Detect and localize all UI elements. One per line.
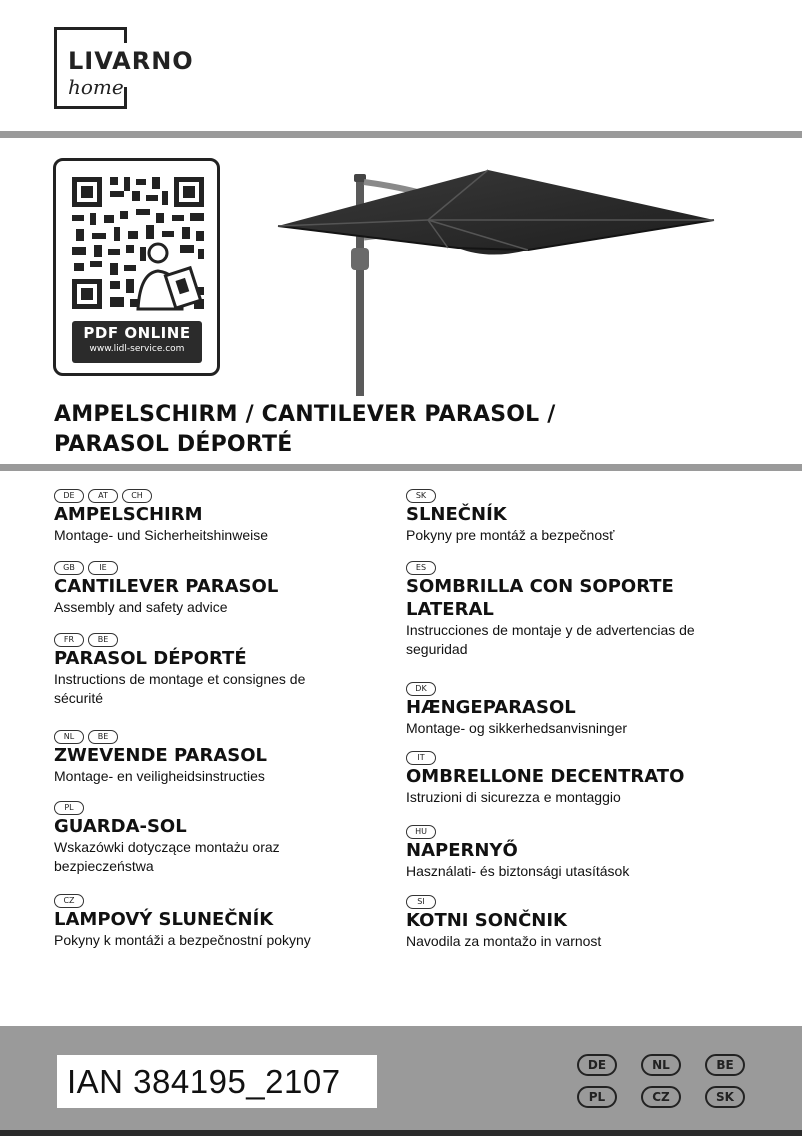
country-badge: BE	[88, 730, 118, 744]
country-badge: DK	[406, 682, 436, 696]
language-title: KOTNI SONČNIK	[406, 910, 567, 931]
footer-country-badge: DE	[577, 1054, 617, 1076]
country-badge: FR	[54, 633, 84, 647]
language-title: PARASOL DÉPORTÉ	[54, 648, 247, 669]
language-badges	[54, 632, 414, 647]
country-badge: CZ	[54, 894, 84, 908]
language-title: NAPERNYŐ	[406, 840, 518, 861]
language-section	[406, 824, 776, 881]
country-badge: SK	[406, 489, 436, 503]
language-section	[406, 488, 776, 545]
language-subtitle: Pokyny k montáži a bezpečnostní pokyny	[54, 932, 311, 948]
country-badge: CH	[122, 489, 152, 503]
language-badges	[406, 750, 776, 765]
language-title: ZWEVENDE PARASOL	[54, 745, 267, 766]
footer-country-badge: BE	[705, 1054, 745, 1076]
language-title: LAMPOVÝ SLUNEČNÍK	[54, 909, 274, 930]
page-title	[54, 400, 754, 460]
language-title: HÆNGEPARASOL	[406, 697, 576, 718]
language-section	[54, 729, 414, 786]
country-badge: IT	[406, 751, 436, 765]
language-title: LATERAL	[406, 599, 494, 620]
language-subtitle: Istruzioni di sicurezza e montaggio	[406, 789, 621, 805]
country-badge: SI	[406, 895, 436, 909]
language-title: AMPELSCHIRM	[54, 504, 203, 525]
language-badges	[406, 681, 776, 696]
country-badge: DE	[54, 489, 84, 503]
language-subtitle: bezpieczeństwa	[54, 858, 154, 874]
language-badges	[54, 800, 414, 815]
language-section	[406, 560, 776, 659]
language-subtitle: Instrucciones de montaje y de advertencias de	[406, 622, 695, 638]
language-subtitle: sécurité	[54, 690, 104, 706]
country-badge: BE	[88, 633, 118, 647]
country-badge: AT	[88, 489, 118, 503]
country-badge: NL	[54, 730, 84, 744]
cantilever-parasol-image	[268, 168, 718, 396]
language-subtitle: Montage- og sikkerhedsanvisninger	[406, 720, 628, 736]
language-badges	[54, 488, 414, 503]
language-title: SLNEČNÍK	[406, 504, 507, 525]
language-subtitle: Használati- és biztonsági utasítások	[406, 863, 630, 879]
pdf-online-title: PDF ONLINE	[83, 324, 191, 342]
language-subtitle: Montage- und Sicherheitshinweise	[54, 527, 269, 543]
language-badges	[54, 729, 414, 744]
language-badges	[406, 824, 776, 839]
language-badges	[406, 560, 776, 575]
language-badges	[54, 893, 414, 908]
language-subtitle: Wskazówki dotyczące montażu oraz	[54, 839, 280, 855]
country-badge: IE	[88, 561, 118, 575]
footer-country-badge: SK	[705, 1086, 745, 1108]
language-title: OMBRELLONE DECENTRATO	[406, 766, 685, 787]
language-subtitle: Instructions de montage et consignes de	[54, 671, 306, 687]
logo-frame-edge	[124, 27, 127, 43]
language-subtitle: Assembly and safety advice	[54, 599, 228, 615]
language-subtitle: Montage- en veiligheidsinstructies	[54, 768, 265, 784]
footer-country-badge: CZ	[641, 1086, 681, 1108]
language-title: SOMBRILLA CON SOPORTE	[406, 576, 674, 597]
pdf-online-url: www.lidl-service.com	[89, 344, 185, 354]
brand-sub: home	[68, 75, 124, 99]
bottom-bar	[0, 1130, 802, 1136]
language-subtitle: Navodila za montažo in varnost	[406, 933, 602, 949]
country-badge: HU	[406, 825, 436, 839]
language-badges	[406, 894, 776, 909]
page-title-line: PARASOL DÉPORTÉ	[54, 432, 293, 457]
qr-code-box[interactable]	[53, 158, 220, 376]
country-badge: ES	[406, 561, 436, 575]
language-section	[54, 560, 414, 617]
brand-logo	[54, 27, 212, 107]
language-section	[54, 632, 414, 708]
language-section	[406, 681, 776, 738]
country-badge: GB	[54, 561, 84, 575]
language-title: GUARDA-SOL	[54, 816, 187, 837]
ian-number: IAN 384195_2107	[57, 1055, 377, 1108]
page-title-line: AMPELSCHIRM / CANTILEVER PARASOL /	[54, 402, 556, 427]
language-section	[406, 750, 776, 807]
language-section	[54, 488, 414, 545]
language-subtitle: seguridad	[406, 641, 468, 657]
middle-divider	[0, 464, 802, 471]
top-divider	[0, 131, 802, 138]
brand-name: LIVARNO	[68, 47, 194, 75]
language-section	[406, 894, 776, 951]
logo-frame-edge	[124, 87, 127, 106]
language-section	[54, 893, 414, 950]
pdf-online-label	[72, 321, 202, 363]
qr-code-icon	[70, 175, 208, 313]
footer-country-badge: NL	[641, 1054, 681, 1076]
language-badges	[54, 560, 414, 575]
language-subtitle: Pokyny pre montáž a bezpečnosť	[406, 527, 615, 543]
footer	[0, 1026, 802, 1136]
language-section	[54, 800, 414, 876]
language-badges	[406, 488, 776, 503]
language-title: CANTILEVER PARASOL	[54, 576, 279, 597]
footer-country-badge: PL	[577, 1086, 617, 1108]
country-badge: PL	[54, 801, 84, 815]
